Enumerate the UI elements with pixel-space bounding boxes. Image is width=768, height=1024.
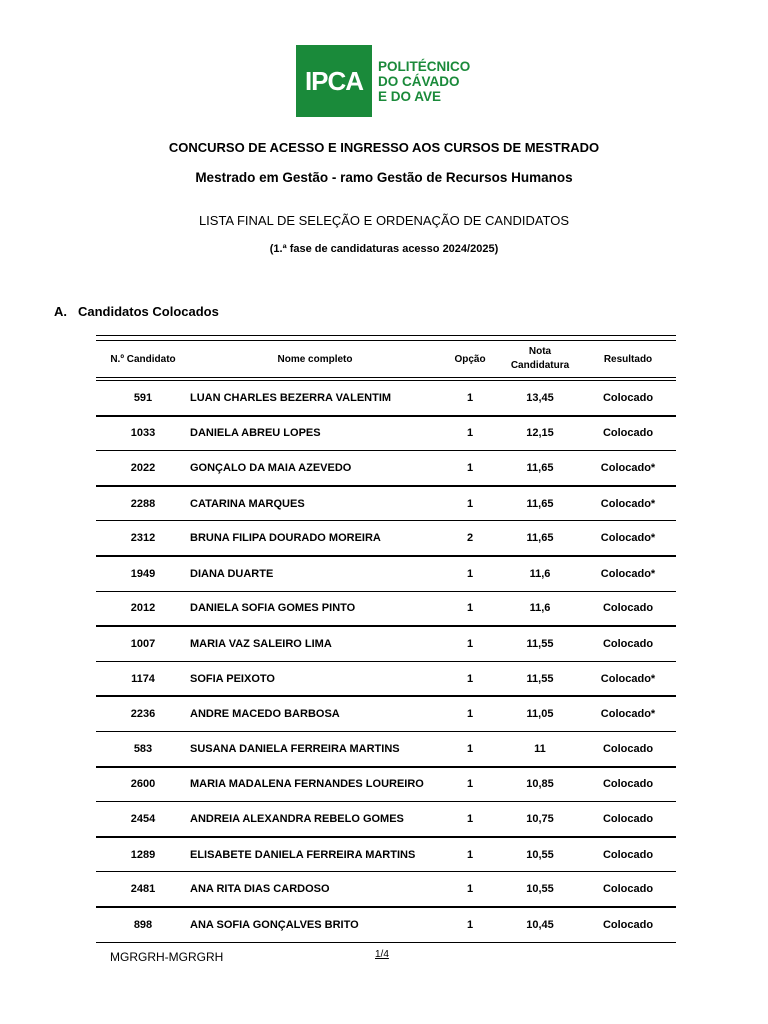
- cell-grade: 10,85: [526, 778, 554, 791]
- cell-grade: 10,55: [526, 848, 554, 861]
- cell-result: Colocado: [602, 918, 654, 931]
- header-grade: [500, 345, 580, 373]
- cell-name: LUAN CHARLES BEZERRA VALENTIM: [190, 391, 392, 404]
- cell-number: 2288: [130, 497, 156, 510]
- phase-subtitle: (1.ª fase de candidaturas acesso 2024/2025): [269, 243, 499, 255]
- page-number: 1/4: [375, 949, 389, 960]
- header-grade-line2: Candidatura: [510, 360, 570, 371]
- cell-grade: 11: [534, 742, 546, 755]
- logo-mark: IPCA: [296, 45, 372, 117]
- logo-line-1: POLITÉCNICO: [378, 58, 471, 74]
- cell-name: SOFIA PEIXOTO: [190, 672, 275, 685]
- cell-option: 1: [466, 672, 474, 685]
- cell-grade: 10,45: [526, 918, 554, 931]
- table-body: [96, 381, 676, 943]
- table-row: [96, 381, 676, 417]
- cell-result: Colocado: [602, 812, 654, 825]
- cell-option: 1: [466, 708, 474, 721]
- cell-grade: 11,65: [526, 461, 554, 474]
- cell-number: 2022: [130, 461, 156, 474]
- cell-result: Colocado: [602, 391, 654, 404]
- cell-result: Colocado*: [600, 532, 656, 545]
- cell-option: 1: [466, 778, 474, 791]
- cell-number: 1949: [130, 567, 156, 580]
- cell-number: 1289: [130, 848, 156, 861]
- table-row: [96, 627, 676, 662]
- footer-code: MGRGRH-MGRGRH: [110, 950, 224, 964]
- table-row: [96, 697, 676, 732]
- cell-grade: 11,55: [526, 672, 554, 685]
- cell-name: ANDREIA ALEXANDRA REBELO GOMES: [190, 812, 404, 825]
- cell-result: Colocado*: [600, 567, 656, 580]
- table-row: [96, 802, 676, 838]
- cell-option: 1: [466, 742, 474, 755]
- cell-option: 1: [466, 918, 474, 931]
- cell-grade: 13,45: [526, 391, 554, 404]
- section-heading: [54, 304, 219, 319]
- table-row: [96, 557, 676, 592]
- table-row: [96, 732, 676, 768]
- cell-result: Colocado*: [600, 672, 656, 685]
- cell-result: Colocado*: [600, 461, 656, 474]
- cell-option: 2: [466, 532, 474, 545]
- cell-number: 591: [133, 391, 153, 404]
- cell-grade: 12,15: [526, 427, 554, 440]
- table-row: [96, 417, 676, 452]
- table-row: [96, 592, 676, 628]
- cell-name: MARIA VAZ SALEIRO LIMA: [190, 637, 332, 650]
- section-letter: A.: [54, 304, 67, 319]
- table-row: [96, 487, 676, 522]
- cell-option: 1: [466, 567, 474, 580]
- ipca-logo: [296, 45, 470, 117]
- cell-grade: 11,55: [526, 637, 554, 650]
- cell-grade: 11,05: [526, 708, 554, 721]
- cell-number: 2312: [130, 532, 156, 545]
- cell-result: Colocado*: [600, 708, 656, 721]
- cell-number: 2454: [130, 812, 156, 825]
- document-title: CONCURSO DE ACESSO E INGRESSO AOS CURSOS DE MESTRADO: [168, 140, 600, 155]
- cell-name: DANIELA SOFIA GOMES PINTO: [190, 602, 356, 615]
- cell-grade: 10,75: [526, 812, 554, 825]
- cell-result: Colocado: [602, 427, 654, 440]
- cell-name: ELISABETE DANIELA FERREIRA MARTINS: [190, 848, 416, 861]
- cell-number: 2600: [130, 778, 156, 791]
- cell-option: 1: [466, 848, 474, 861]
- cell-number: 2236: [130, 708, 156, 721]
- cell-number: 2012: [130, 602, 156, 615]
- cell-option: 1: [466, 427, 474, 440]
- program-title: Mestrado em Gestão - ramo Gestão de Recursos Humanos: [195, 170, 573, 185]
- cell-name: ANA RITA DIAS CARDOSO: [190, 883, 330, 896]
- cell-grade: 10,55: [526, 883, 554, 896]
- cell-name: MARIA MADALENA FERNANDES LOUREIRO: [190, 778, 424, 791]
- cell-option: 1: [466, 637, 474, 650]
- list-title: LISTA FINAL DE SELEÇÃO E ORDENAÇÃO DE CANDIDATOS: [198, 213, 570, 228]
- logo-line-3: E DO AVE: [378, 88, 442, 104]
- cell-number: 1007: [130, 637, 156, 650]
- table-row: [96, 768, 676, 803]
- cell-option: 1: [466, 497, 474, 510]
- cell-number: 1033: [130, 427, 156, 440]
- cell-number: 898: [133, 918, 153, 931]
- header-grade-line1: Nota: [528, 346, 552, 357]
- logo-line-2: DO CÁVADO: [378, 73, 460, 89]
- cell-option: 1: [466, 602, 474, 615]
- cell-name: ANA SOFIA GONÇALVES BRITO: [190, 918, 359, 931]
- table-row: [96, 908, 676, 943]
- cell-name: ANDRE MACEDO BARBOSA: [190, 708, 340, 721]
- table-row: [96, 872, 676, 908]
- header-number: N.º Candidato: [110, 353, 176, 365]
- cell-result: Colocado: [602, 742, 654, 755]
- table-row: [96, 662, 676, 698]
- cell-option: 1: [466, 461, 474, 474]
- cell-number: 2481: [130, 883, 156, 896]
- cell-option: 1: [466, 391, 474, 404]
- cell-result: Colocado: [602, 848, 654, 861]
- cell-number: 1174: [131, 672, 155, 685]
- cell-grade: 11,6: [529, 602, 551, 615]
- cell-grade: 11,65: [526, 532, 554, 545]
- cell-option: 1: [466, 883, 474, 896]
- table-header: [96, 341, 676, 378]
- table-row: [96, 521, 676, 557]
- header-option: Opção: [454, 353, 486, 365]
- candidates-table: [96, 335, 676, 943]
- cell-name: DANIELA ABREU LOPES: [190, 427, 321, 440]
- cell-result: Colocado: [602, 778, 654, 791]
- table-row: [96, 451, 676, 487]
- table-row: [96, 838, 676, 873]
- header-result: Resultado: [603, 353, 653, 365]
- cell-name: CATARINA MARQUES: [190, 497, 305, 510]
- cell-name: SUSANA DANIELA FERREIRA MARTINS: [190, 742, 400, 755]
- cell-name: DIANA DUARTE: [190, 567, 274, 580]
- logo-wordmark: [378, 59, 470, 104]
- cell-result: Colocado*: [600, 497, 656, 510]
- section-title: Candidatos Colocados: [78, 304, 219, 319]
- header-name: Nome completo: [277, 353, 353, 365]
- cell-grade: 11,65: [526, 497, 554, 510]
- cell-result: Colocado: [602, 602, 654, 615]
- cell-number: 583: [133, 742, 153, 755]
- cell-result: Colocado: [602, 883, 654, 896]
- cell-result: Colocado: [602, 637, 654, 650]
- cell-grade: 11,6: [529, 567, 551, 580]
- cell-option: 1: [466, 812, 474, 825]
- cell-name: BRUNA FILIPA DOURADO MOREIRA: [190, 532, 381, 545]
- cell-name: GONÇALO DA MAIA AZEVEDO: [190, 461, 352, 474]
